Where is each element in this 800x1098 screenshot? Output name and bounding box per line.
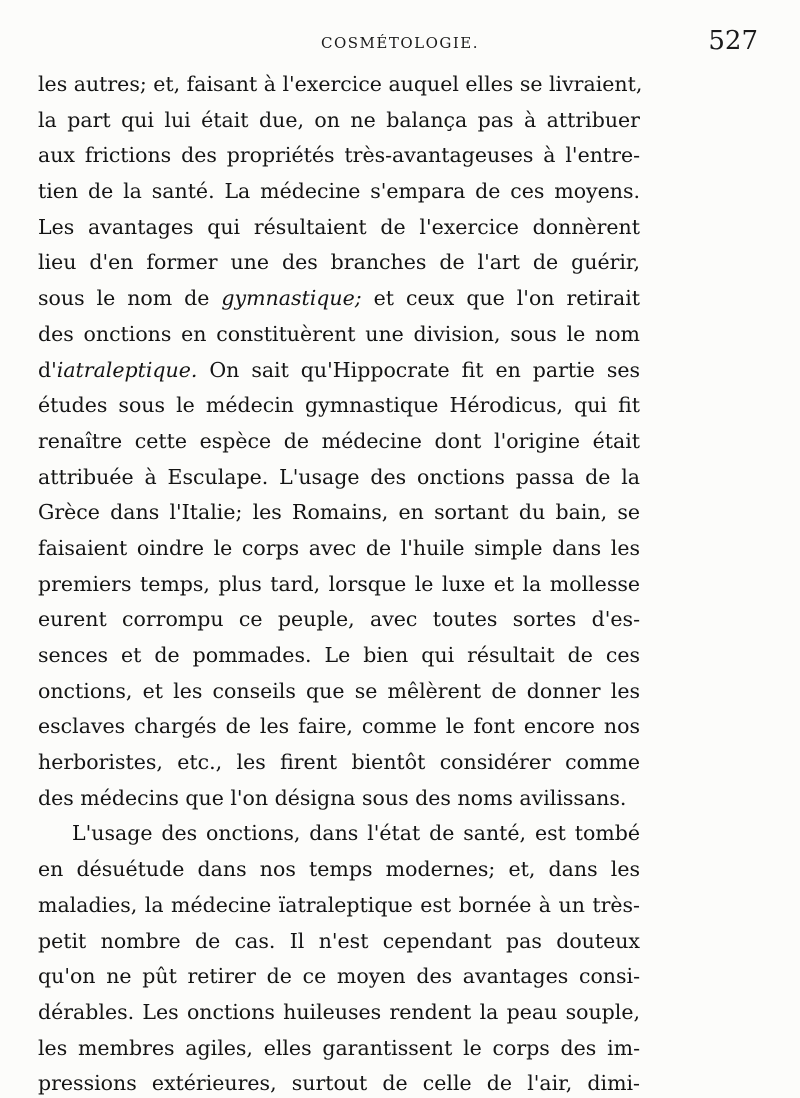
text-segment: et ceux que l'on retirait (361, 286, 640, 311)
text-line: attribuée à Esculape. L'usage des onctions passa de la (38, 464, 640, 489)
text-line: les membres agiles, elles garantissent le corps des im- (38, 1035, 640, 1060)
text-line: petit nombre de cas. Il n'est cependant pas douteux (38, 928, 640, 953)
italic-term: gymnastique; (221, 286, 362, 311)
text-line: la part qui lui était due, on ne balança pas à attribuer (38, 107, 640, 132)
text-line: les autres; et, faisant à l'exercice auquel elles se livraient, (38, 72, 643, 96)
running-title: COSMÉTOLOGIE. (320, 34, 480, 52)
text-line: pressions extérieures, surtout de celle de l'air, dimi- (38, 1071, 640, 1096)
text-line: tien de la santé. La médecine s'empara de ces moyens. (38, 179, 640, 204)
text-line: renaître cette espèce de médecine dont l'origine était (38, 428, 640, 453)
text-line: aux frictions des propriétés très-avantageuses à l'entre- (38, 143, 640, 168)
body-text (38, 67, 643, 1098)
text-line: lieu d'en former une des branches de l'art de guérir, (38, 250, 640, 275)
running-head (40, 22, 760, 62)
text-line: L'usage des onctions, dans l'état de santé, est tombé (72, 821, 640, 846)
text-segment: sous le nom de (38, 286, 222, 311)
text-line: Grèce dans l'Italie; les Romains, en sortant du bain, se (38, 500, 640, 525)
text-line: onctions, et les conseils que se mêlèrent de donner les (38, 678, 640, 703)
text-line: des médecins que l'on désigna sous des noms avilissans. (38, 785, 627, 810)
text-line: qu'on ne pût retirer de ce moyen des avantages consi- (38, 964, 640, 989)
text-line: herboristes, etc., les firent bientôt considérer comme (38, 750, 640, 775)
text-line: Les avantages qui résultaient de l'exercice donnèrent (38, 214, 640, 239)
text-segment: On sait qu'Hippocrate fit en partie ses (197, 357, 640, 382)
text-line: esclaves chargés de les faire, comme le font encore nos (38, 714, 640, 739)
text-line (38, 353, 640, 389)
text-line (38, 281, 640, 317)
text-line: des onctions en constituèrent une division, sous le nom (38, 321, 640, 346)
text-line: faisaient oindre le corps avec de l'huile simple dans les (38, 535, 640, 560)
page-number: 527 (708, 26, 758, 56)
text-line: études sous le médecin gymnastique Hérodicus, qui fit (38, 393, 640, 418)
text-line: eurent corrompu ce peuple, avec toutes sortes d'es- (38, 607, 640, 632)
italic-term: iatraleptique. (56, 357, 198, 382)
text-line: en désuétude dans nos temps modernes; et, dans les (38, 857, 640, 882)
text-segment: d' (38, 357, 57, 382)
text-line: premiers temps, plus tard, lorsque le luxe et la mollesse (38, 571, 640, 596)
text-line: sences et de pommades. Le bien qui résultait de ces (38, 643, 640, 667)
text-line: maladies, la médecine ïatraleptique est bornée à un très- (38, 892, 640, 917)
text-line: dérables. Les onctions huileuses rendent la peau souple, (38, 999, 640, 1024)
